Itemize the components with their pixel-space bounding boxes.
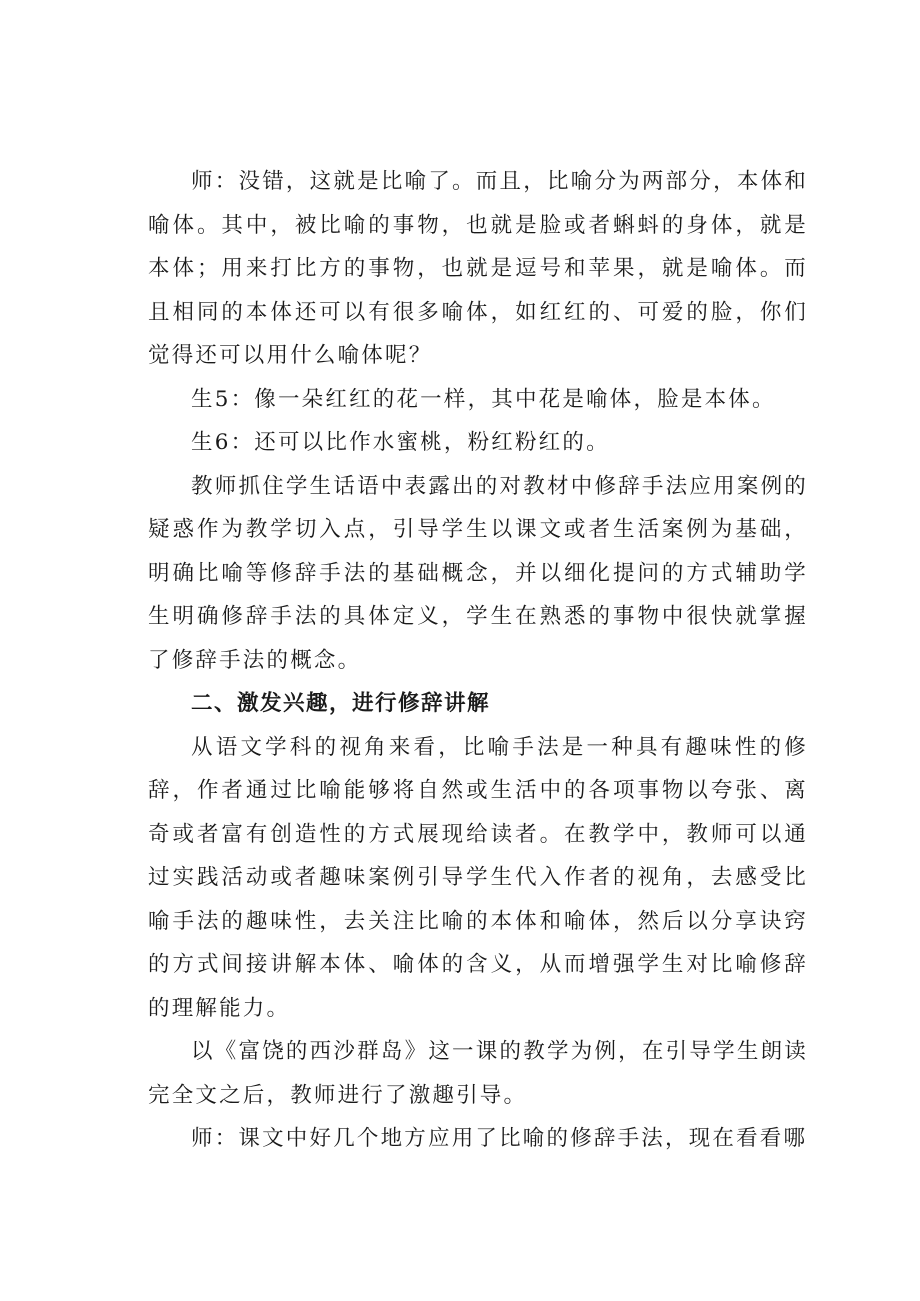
paragraph-metaphor-interest: 从语文学科的视角来看，比喻手法是一种具有趣味性的修辞，作者通过比喻能够将自然或生活中的各项事物以夸张、离奇或者富有创造性的方式展现给读者。在教学中，教师可以通过实践活动或者趣味案例引导学生代入作者的视角，去感受比喻手法的趣味性，去关注比喻的本体和喻体，然后以分享诀窍的方式间接讲解本体、喻体的含义，从而增强学生对比喻修辞的理解能力。	[148, 734, 808, 1021]
paragraph-teaching-analysis: 教师抓住学生话语中表露出的对教材中修辞手法应用案例的疑惑作为教学切入点，引导学生以课文或者生活案例为基础，明确比喻等修辞手法的基础概念，并以细化提问的方式辅助学生明确修辞手法的具体定义，学生在熟悉的事物中很快就掌握了修辞手法的概念。	[148, 473, 808, 673]
paragraph-student-6-answer: 生6：还可以比作水蜜桃，粉红粉红的。	[191, 430, 610, 455]
paragraph-teacher-prompt: 师：课文中好几个地方应用了比喻的修辞手法，现在看看哪	[191, 1126, 808, 1151]
paragraph-lesson-example: 以《富饶的西沙群岛》这一课的教学为例，在引导学生朗读完全文之后，教师进行了激趣引导。	[148, 1039, 808, 1108]
paragraph-teacher-metaphor-explanation: 师：没错，这就是比喻了。而且，比喻分为两部分，本体和喻体。其中，被比喻的事物，也就是脸或者蝌蚪的身体，就是本体；用来打比方的事物，也就是逗号和苹果，就是喻体。而且相同的本体还可以有很多喻体，如红红的、可爱的脸，你们觉得还可以用什么喻体呢？	[148, 169, 808, 368]
document-body	[148, 160, 808, 1161]
section-heading: 二、激发兴趣，进行修辞讲解	[191, 691, 491, 716]
paragraph-student-5-answer: 生5：像一朵红红的花一样，其中花是喻体，脸是本体。	[191, 386, 776, 412]
